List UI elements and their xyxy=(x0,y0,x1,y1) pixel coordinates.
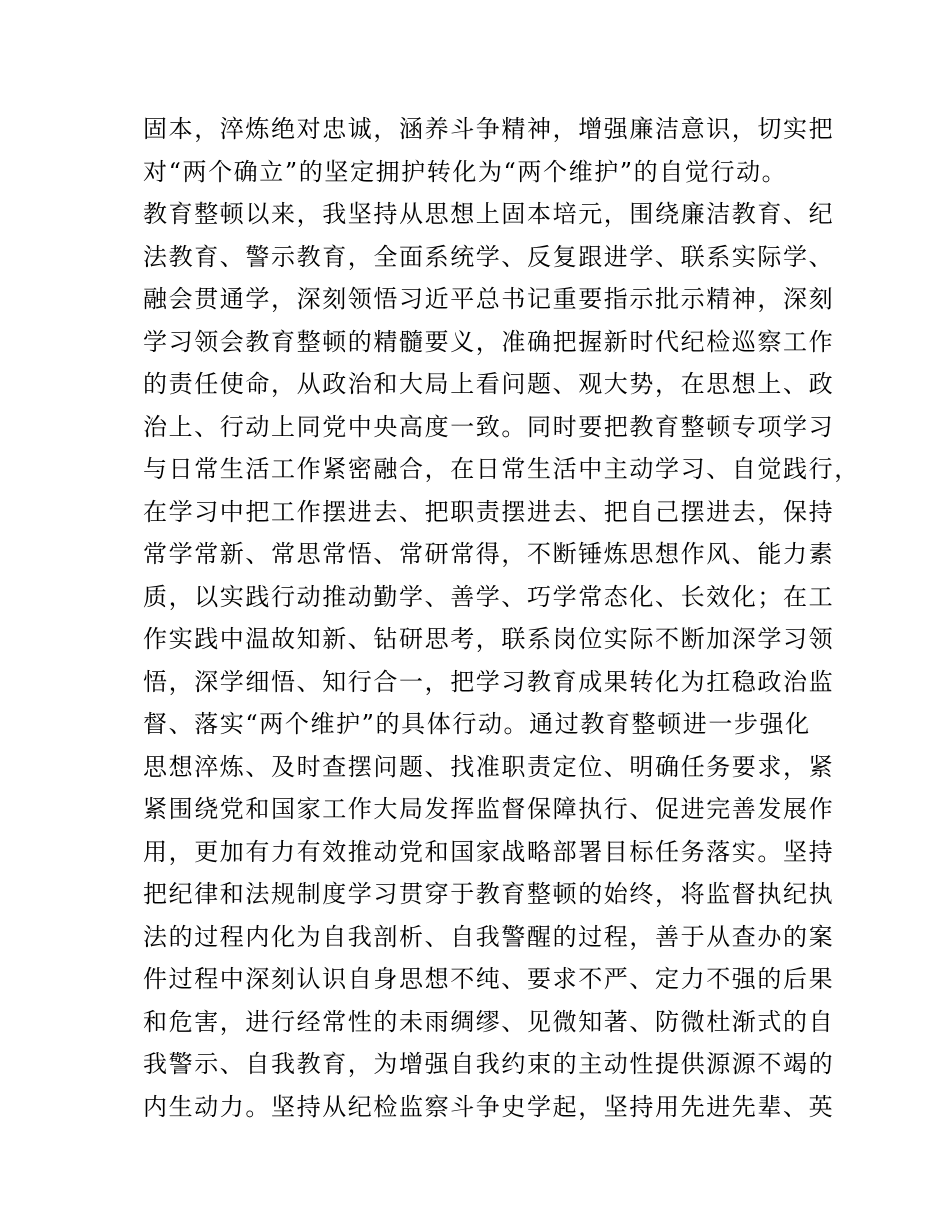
text-line: 治上、行动上同党中央高度一致。同时要把教育整顿专项学习 xyxy=(143,412,835,441)
text-line: 把纪律和法规制度学习贯穿于教育整顿的始终，将监督执纪执 xyxy=(143,880,835,908)
text-line: 在学习中把工作摆进去、把职责摆进去、把自己摆进去，保持 xyxy=(143,497,835,526)
text-line: 督、落实“两个维护”的具体行动。通过教育整顿进一步强化 xyxy=(143,710,811,738)
text-line: 紧围绕党和国家工作大局发挥监督保障执行、促进完善发展作 xyxy=(143,795,835,823)
text-line: 质，以实践行动推动勤学、善学、巧学常态化、长效化；在工 xyxy=(143,582,835,611)
text-line: 融会贯通学，深刻领悟习近平总书记重要指示批示精神，深刻 xyxy=(143,285,835,313)
text-line: 教育整顿以来，我坚持从思想上固本培元，围绕廉洁教育、纪 xyxy=(143,200,835,228)
body-text xyxy=(143,108,860,1128)
text-line: 法的过程内化为自我剖析、自我警醒的过程，善于从查办的案 xyxy=(143,922,835,951)
text-line: 悟，深学细悟、知行合一，把学习教育成果转化为扛稳政治监 xyxy=(143,667,835,696)
text-line: 件过程中深刻认识自身思想不纯、要求不严、定力不强的后果 xyxy=(143,965,835,993)
text-line: 用，更加有力有效推动党和国家战略部署目标任务落实。坚持 xyxy=(143,837,835,866)
text-line: 固本，淬炼绝对忠诚，涵养斗争精神，增强廉洁意识，切实把 xyxy=(143,115,835,143)
text-line: 思想淬炼、及时查摆问题、找准职责定位、明确任务要求，紧 xyxy=(143,752,835,781)
text-line: 的责任使命，从政治和大局上看问题、观大势，在思想上、政 xyxy=(143,370,835,398)
text-line: 我警示、自我教育，为增强自我约束的主动性提供源源不竭的 xyxy=(143,1050,835,1078)
text-line: 学习领会教育整顿的精髓要义，准确把握新时代纪检巡察工作 xyxy=(143,327,835,356)
text-line: 作实践中温故知新、钻研思考，联系岗位实际不断加深学习领 xyxy=(143,625,835,653)
text-line: 对“两个确立”的坚定拥护转化为“两个维护”的自觉行动。 xyxy=(143,157,788,186)
text-line: 与日常生活工作紧密融合，在日常生活中主动学习、自觉践行， xyxy=(143,455,860,483)
text-line: 法教育、警示教育，全面系统学、反复跟进学、联系实际学、 xyxy=(143,242,835,271)
text-line: 和危害，进行经常性的未雨绸缪、见微知著、防微杜渐式的自 xyxy=(143,1007,835,1036)
text-line: 内生动力。坚持从纪检监察斗争史学起，坚持用先进先辈、英 xyxy=(143,1092,835,1121)
text-line: 常学常新、常思常悟、常研常得，不断锤炼思想作风、能力素 xyxy=(143,540,835,568)
